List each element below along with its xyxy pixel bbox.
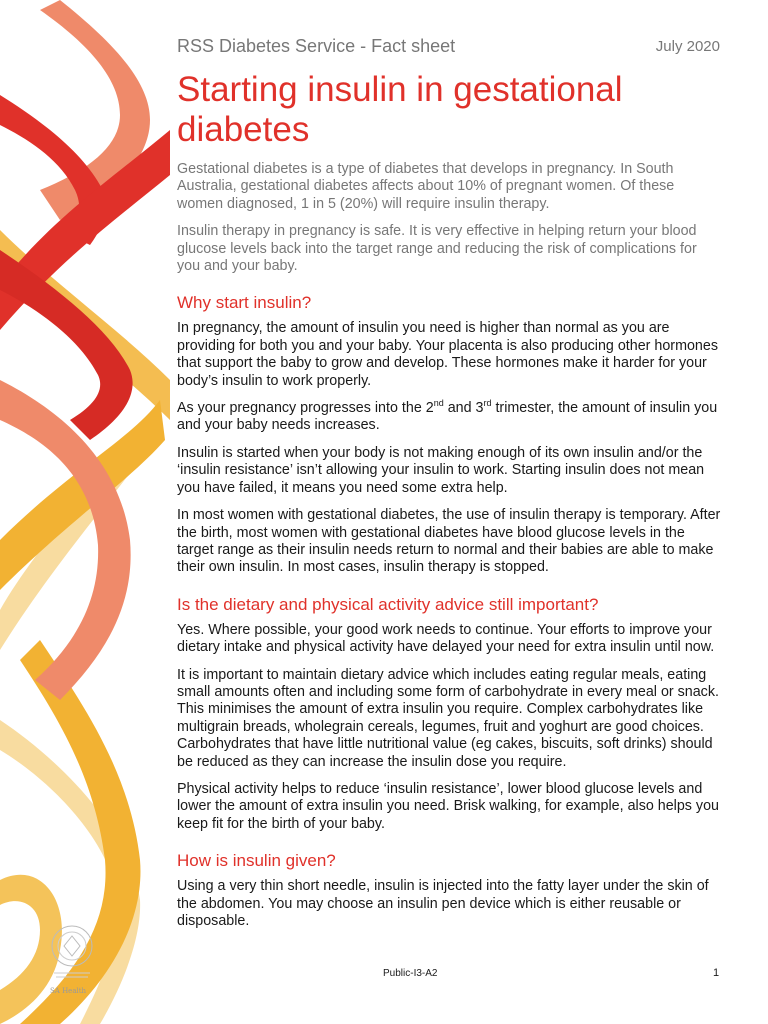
paragraph: In pregnancy, the amount of insulin you need is higher than normal as you are providing for both you and your baby. Your placenta is also producing other hormones that support the baby to grow and develop. These hormones make it harder for your body’s insulin to work properly. <box>177 320 718 389</box>
paragraph: It is important to maintain dietary advice which includes eating regular meals, eating small amounts often and including some form of carbohydrate in every meal or snack. This minimises the amount of extra insulin you require. Complex carbohydrates like multigrain breads, wholegrain cereals, legumes, fruit and yoghurt are good choices. Carbohydrates that have little nutritional value (eg cakes, biscuits, soft drinks) should be reduced as they can increase the insulin dose you require. <box>177 666 719 770</box>
section-heading-how-insulin-given: How is insulin given? <box>177 851 336 871</box>
paragraph: Physical activity helps to reduce ‘insulin resistance’, lower blood glucose levels and lower the amount of extra insulin you need. Brisk walking, for example, also helps you keep fit for the birth of your baby. <box>177 780 719 832</box>
decorative-ribbon-graphic <box>0 0 170 1024</box>
logo-text: SA Health <box>50 987 87 995</box>
sa-health-seal-icon <box>42 918 102 988</box>
paragraph-trimester: As your pregnancy progresses into the 2nd and 3rd trimester, the amount of insulin you and your baby needs increases. <box>177 398 718 434</box>
intro <box>177 161 722 275</box>
publication-date: July 2020 <box>655 38 720 55</box>
page-title: Starting insulin in gestational diabetes <box>177 70 623 149</box>
body-text <box>177 161 722 940</box>
section-heading-dietary-advice: Is the dietary and physical activity advice still important? <box>177 594 599 614</box>
paragraph: Using a very thin short needle, insulin is injected into the fatty layer under the skin of the abdomen. You may choose an insulin pen device which is either reusable or disposable. <box>177 878 709 929</box>
section-heading-why-start-insulin: Why start insulin? <box>177 293 312 313</box>
page-number: 1 <box>713 967 720 979</box>
document-code: Public-I3-A2 <box>383 968 438 979</box>
paragraph: Yes. Where possible, your good work needs to continue. Your efforts to improve your dietary intake and physical activity have delayed your need for extra insulin until now. <box>177 621 715 656</box>
paragraph: In most women with gestational diabetes, the use of insulin therapy is temporary. After the birth, most women with gestational diabetes have blood glucose levels in the target range as their insulin needs return to normal and their babies are able to make their own insulin. In most cases, insulin therapy is stopped. <box>177 507 721 576</box>
header <box>177 36 722 60</box>
service-name: RSS Diabetes Service - Fact sheet <box>177 36 456 56</box>
intro-paragraph: Insulin therapy in pregnancy is safe. It is very effective in helping return your blood glucose levels back into the target range and reducing the risk of complications for you and your baby. <box>177 223 697 275</box>
intro-paragraph: Gestational diabetes is a type of diabetes that develops in pregnancy. In South Australia, gestational diabetes affects about 10% of pregnant women. Of these women diagnosed, 1 in 5 (20%) will require insulin therapy. <box>177 161 675 212</box>
paragraph: Insulin is started when your body is not making enough of its own insulin and/or the ‘insulin resistance’ isn’t allowing your insulin to work. Starting insulin does not mean you have failed, it means you need some extra help. <box>177 444 705 496</box>
